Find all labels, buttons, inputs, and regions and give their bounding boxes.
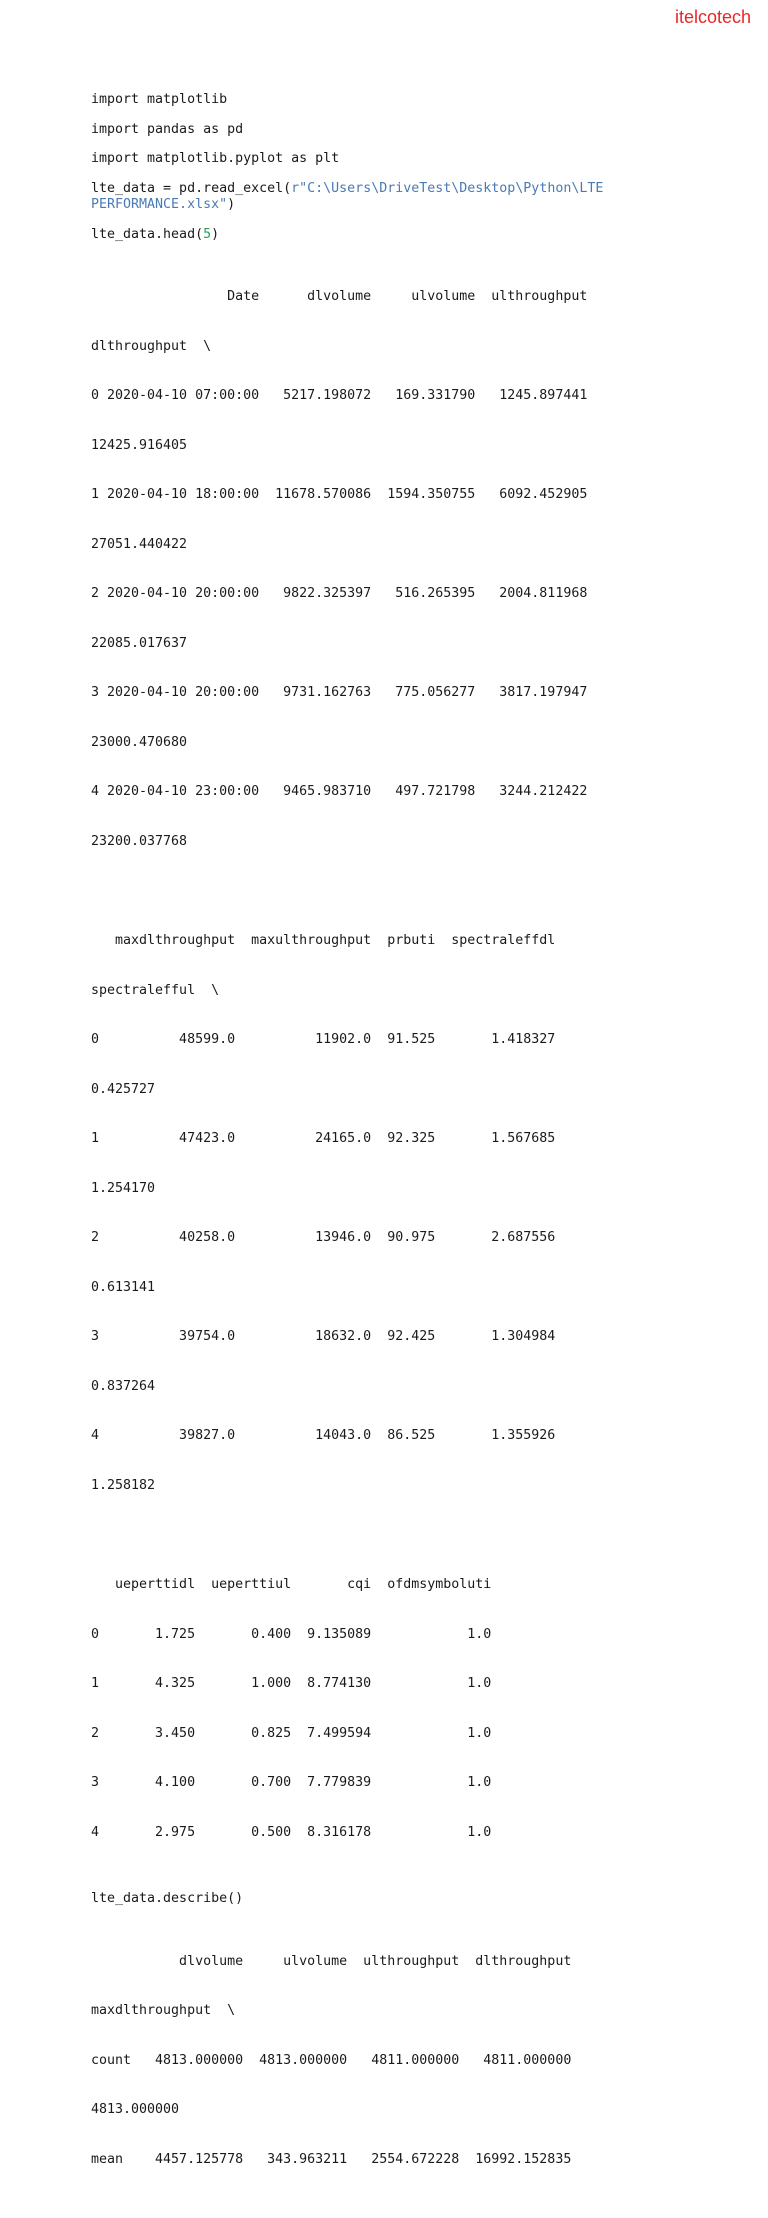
output-row: 4 39827.0 14043.0 86.525 1.355926 [91, 1428, 556, 1443]
output-row: maxdlthroughput \ [91, 2003, 236, 2018]
head-output-block-2 [91, 900, 711, 1527]
output-row: 22085.017637 [91, 635, 188, 651]
code-read-excel-call: lte_data = pd.read_excel( [91, 180, 292, 196]
output-row: 27051.440422 [91, 536, 188, 552]
output-row: 0.425727 [91, 1081, 156, 1097]
code-head-suffix: ) [211, 226, 220, 242]
head-output-block-3 [91, 1544, 711, 1874]
code-head-arg: 5 [203, 226, 212, 242]
output-row: 23000.470680 [91, 734, 188, 750]
output-row: 23200.037768 [91, 833, 188, 849]
code-import-matplotlib: import matplotlib [91, 92, 228, 107]
describe-output-block-1 [91, 1921, 711, 2202]
output-row: 4 2020-04-10 23:00:00 9465.983710 497.721798 3244.212422 [91, 784, 588, 799]
output-row: ueperttidl ueperttiul cqi ofdmsymboluti [91, 1577, 492, 1592]
output-row: 0 1.725 0.400 9.135089 1.0 [91, 1626, 492, 1642]
output-row: 0 48599.0 11902.0 91.525 1.418327 [91, 1032, 556, 1047]
output-row: 4813.000000 [91, 2102, 180, 2117]
output-row: 0 2020-04-10 07:00:00 5217.198072 169.331790 1245.897441 [91, 388, 588, 403]
output-row: dlthroughput \ [91, 338, 212, 354]
output-row: 1.254170 [91, 1180, 156, 1196]
output-row: mean 4457.125778 343.963211 2554.672228 16992.152835 [91, 2151, 572, 2167]
output-row: maxdlthroughput maxulthroughput prbuti spectraleffdl [91, 933, 556, 948]
output-row: dlvolume ulvolume ulthroughput dlthroughput [91, 1953, 572, 1969]
output-row: 0.613141 [91, 1279, 156, 1295]
output-row: 12425.916405 [91, 437, 188, 453]
code-read-excel-close: ) [227, 197, 236, 212]
output-row: count 4813.000000 4813.000000 4811.000000 4811.000000 [91, 2052, 572, 2068]
brand-logo: itelcotech [674, 7, 751, 27]
code-file-path-string: r"C:\Users\DriveTest\Desktop\Python\LTE PERFORMANCE.xlsx" [91, 180, 612, 212]
output-row: 1 2020-04-10 18:00:00 11678.570086 1594.350755 6092.452905 [91, 487, 588, 502]
output-row: spectralefful \ [91, 982, 220, 998]
code-describe-call: lte_data.describe() [91, 1891, 244, 1906]
output-row: 4 2.975 0.500 8.316178 1.0 [91, 1824, 492, 1840]
notebook-document [91, 92, 711, 2218]
output-row: 1 4.325 1.000 8.774130 1.0 [91, 1676, 492, 1691]
output-row: 2 40258.0 13946.0 90.975 2.687556 [91, 1230, 556, 1245]
code-head-call [91, 227, 711, 244]
head-output-block-1 [91, 256, 711, 883]
code-read-excel [91, 181, 711, 214]
code-import-pyplot: import matplotlib.pyplot as plt [91, 151, 340, 166]
output-row: 2 2020-04-10 20:00:00 9822.325397 516.265395 2004.811968 [91, 586, 588, 601]
output-row: Date dlvolume ulvolume ulthroughput [91, 289, 588, 304]
output-row: 3 4.100 0.700 7.779839 1.0 [91, 1775, 492, 1790]
code-head-prefix: lte_data.head( [91, 226, 204, 242]
code-import-pandas: import pandas as pd [91, 121, 244, 137]
output-row: 1 47423.0 24165.0 92.325 1.567685 [91, 1131, 556, 1146]
output-row: 3 2020-04-10 20:00:00 9731.162763 775.056277 3817.197947 [91, 685, 588, 700]
output-row: 0.837264 [91, 1378, 156, 1394]
output-row: 3 39754.0 18632.0 92.425 1.304984 [91, 1329, 556, 1344]
output-row: 1.258182 [91, 1477, 156, 1493]
output-row: 2 3.450 0.825 7.499594 1.0 [91, 1725, 492, 1741]
